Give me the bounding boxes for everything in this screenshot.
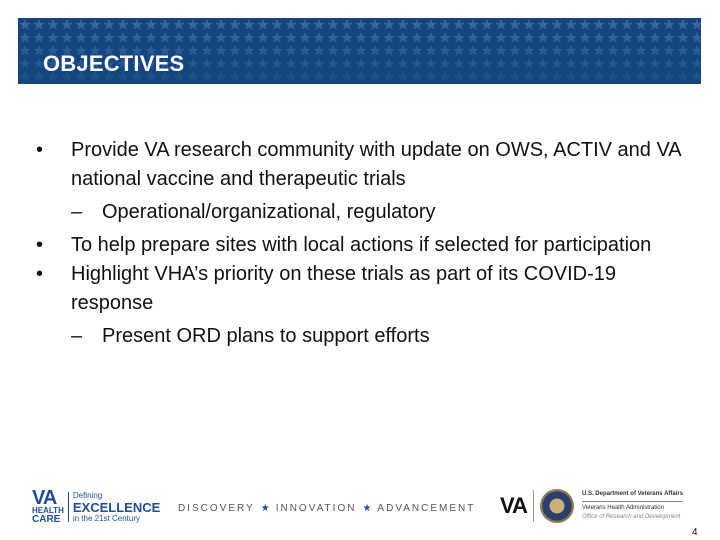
bullet-item — [30, 136, 690, 194]
bullet-item — [30, 231, 690, 260]
va-department-logo — [500, 489, 683, 523]
slide-title: OBJECTIVES — [43, 51, 185, 76]
bullet-text: Highlight VHA’s priority on these trials as part of its COVID-19 response — [71, 263, 617, 314]
tagline — [178, 503, 475, 514]
va-health-care-logo — [32, 489, 160, 525]
ord-name: Office of Research and Development — [581, 514, 681, 520]
star-icon: ★ — [260, 503, 270, 514]
va-seal-icon — [540, 489, 574, 523]
bullet-text: Provide VA research community with update on OWS, ACTIV and VA national vaccine and therapeutic trials — [71, 139, 681, 190]
footer — [0, 486, 720, 526]
dept-name: U.S. Department of Veterans Affairs — [582, 490, 683, 502]
sub-bullet-text: Present ORD plans to support efforts — [102, 325, 430, 347]
logo-excellence: EXCELLENCE — [72, 499, 161, 515]
dash-icon: – — [71, 325, 83, 347]
star-icon: ★ — [362, 503, 372, 514]
bullet-icon: • — [36, 263, 44, 285]
page-number: 4 — [692, 527, 698, 538]
title-banner — [18, 18, 701, 84]
logo-care: CARE — [32, 514, 61, 525]
bullet-item — [30, 260, 690, 318]
logo-defining: Defining — [72, 490, 103, 500]
tagline-innovation: INNOVATION — [275, 503, 357, 514]
bullet-icon: • — [36, 234, 44, 256]
bullet-list — [30, 136, 690, 355]
sub-bullet-item — [30, 322, 690, 351]
vha-name: Veterans Health Administration — [581, 505, 664, 511]
dash-icon: – — [71, 201, 83, 223]
bullet-icon: • — [36, 139, 44, 161]
tagline-advancement: ADVANCEMENT — [377, 503, 476, 514]
logo-va: VA — [32, 487, 57, 509]
logo-health: HEALTH — [32, 506, 64, 515]
sub-bullet-item — [30, 198, 690, 227]
va-wordmark: VA — [500, 493, 527, 518]
bullet-text: To help prepare sites with local actions if selected for participation — [71, 234, 652, 256]
tagline-discovery: DISCOVERY — [178, 503, 255, 514]
sub-bullet-text: Operational/organizational, regulatory — [102, 201, 436, 223]
logo-century: in the 21st Century — [72, 513, 141, 523]
